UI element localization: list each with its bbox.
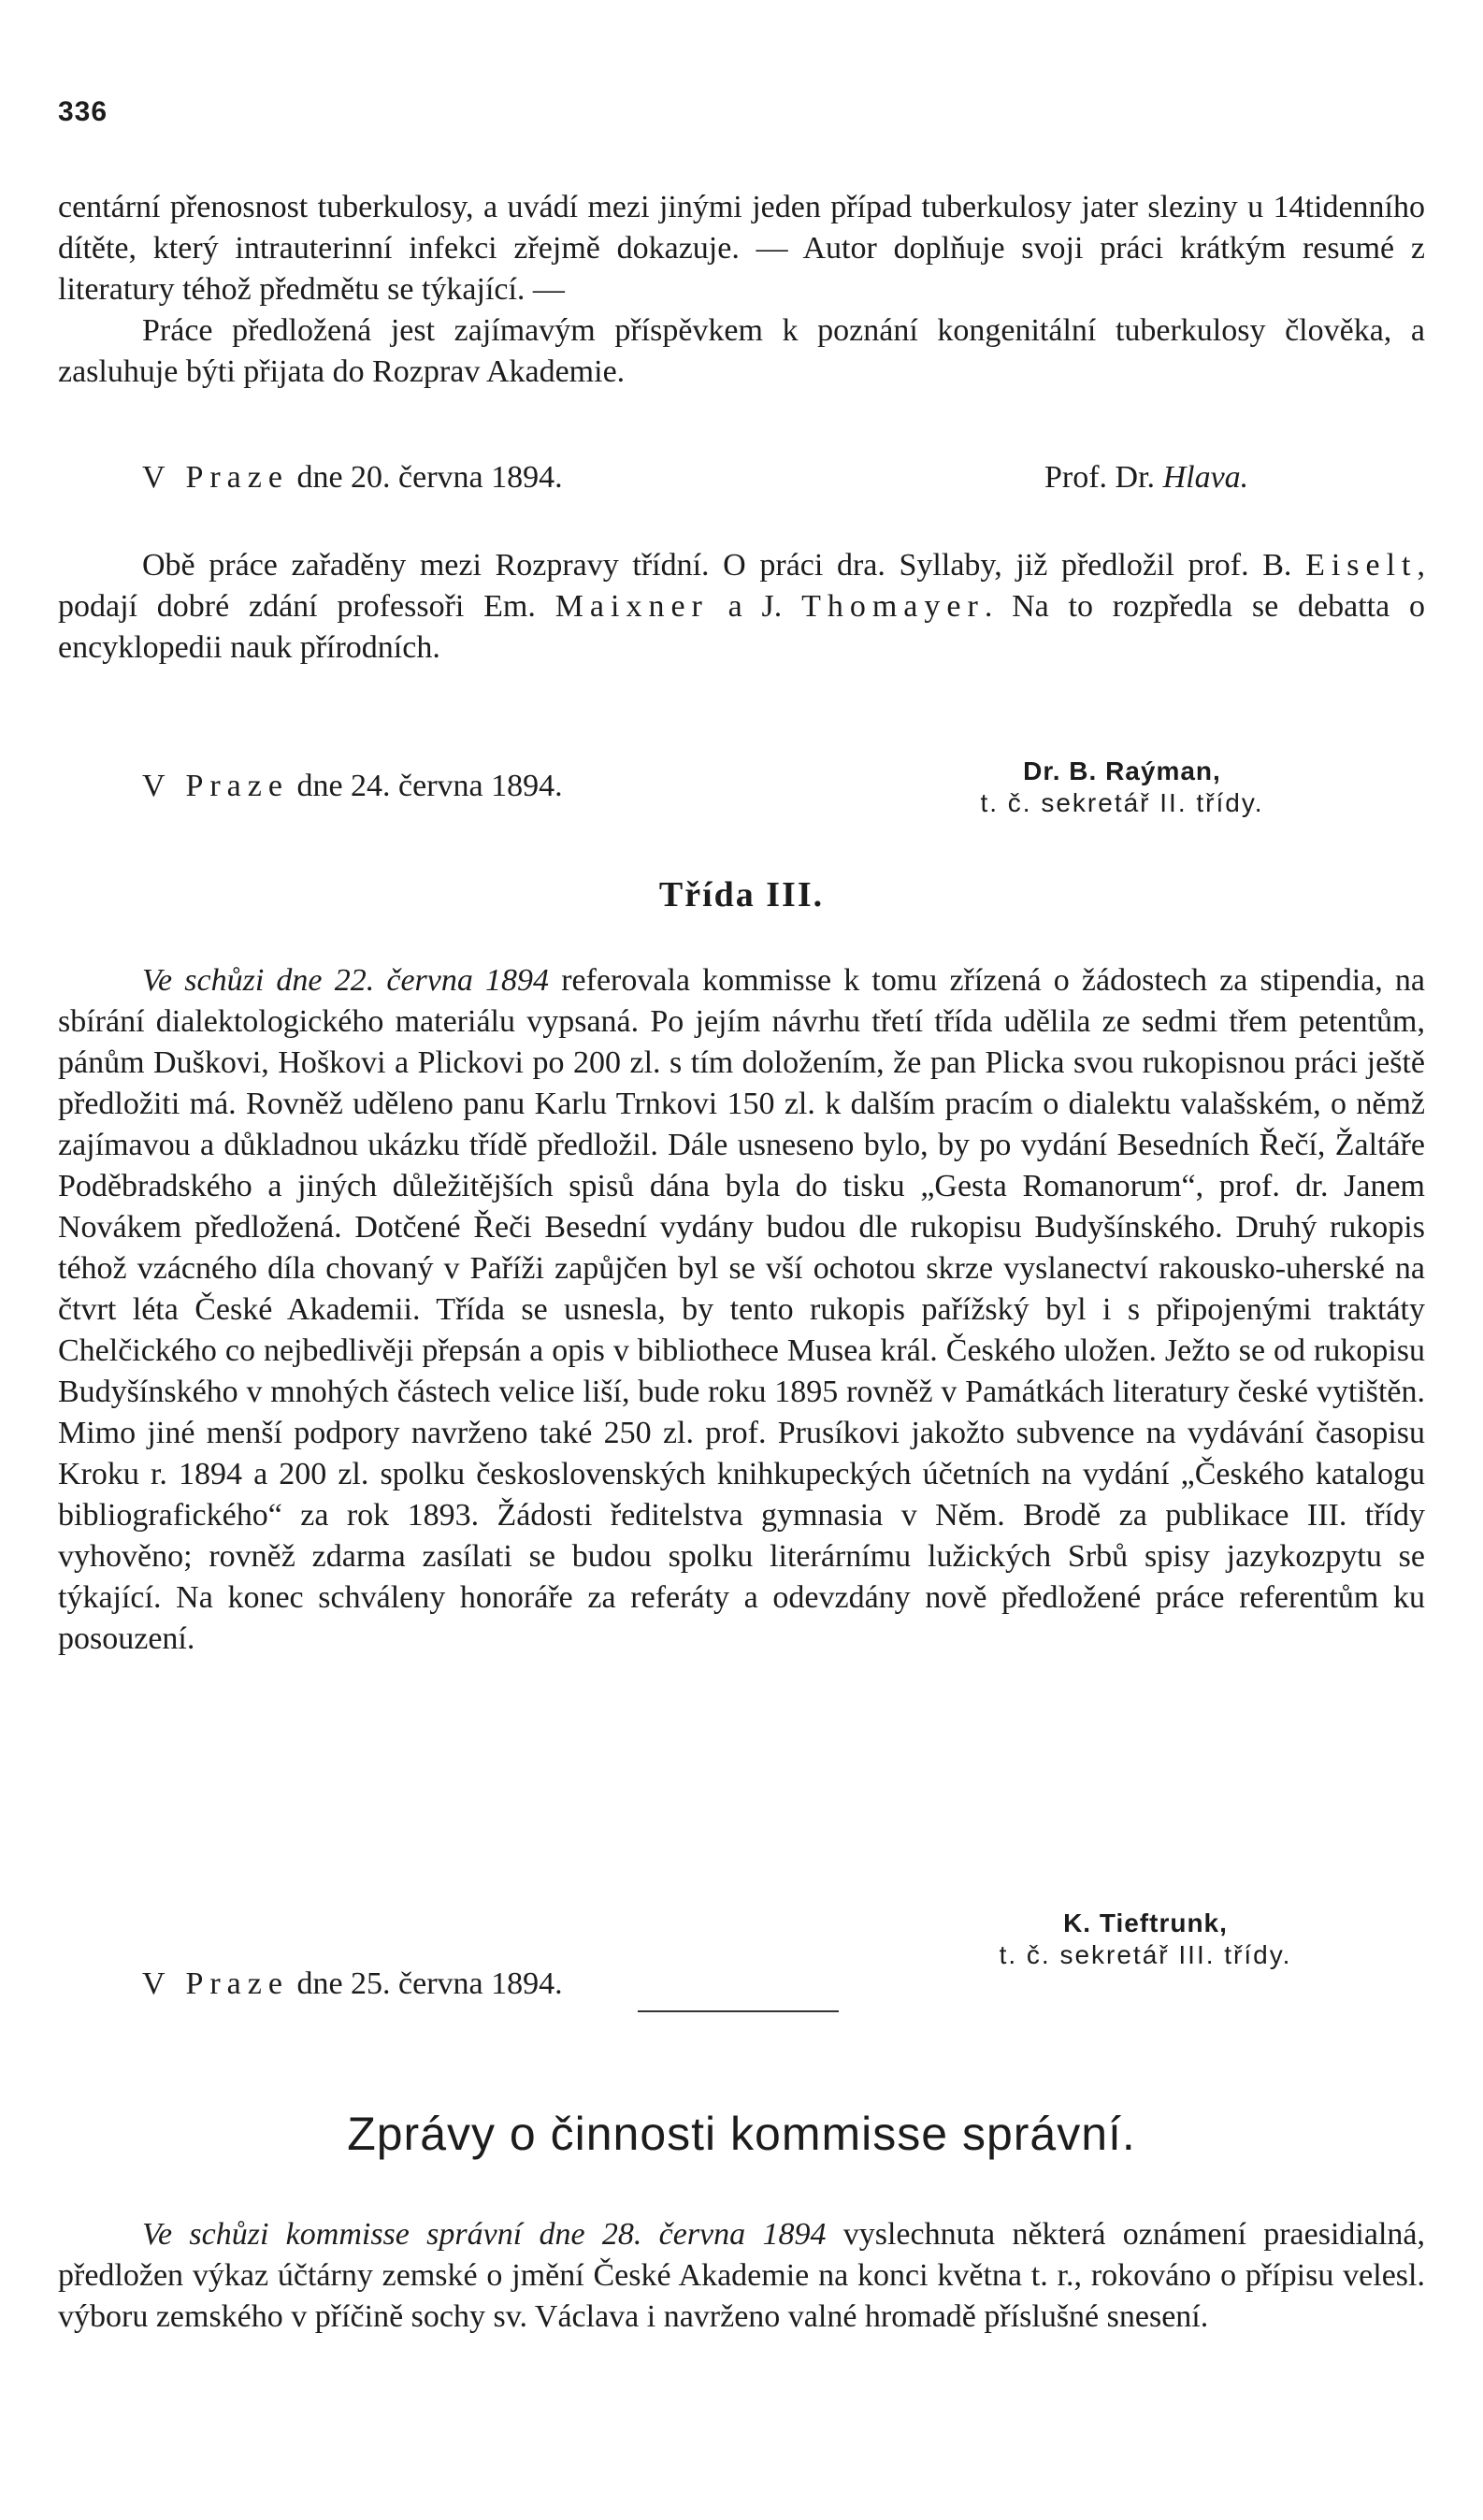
class-two-note <box>58 545 1425 669</box>
section-divider <box>638 2010 839 2012</box>
paragraph-works-assigned: Obě práce zařaděny mezi Rozpravy třídní. O práci dra. Syllaby, již předložil prof. B. Eiselt, podají dobré zdání professoři Em. Maixner a J. Thomayer. Na to rozpředla se debatta o encyklopedii nauk přírodních. <box>58 548 1426 665</box>
commission-report <box>58 2214 1425 2338</box>
dateline-date: V Praze dne 25. června 1894. <box>142 1966 563 2001</box>
signer-hlava: Prof. Dr. Hlava. <box>1044 460 1249 495</box>
dateline-date: V Praze dne 20. června 1894. <box>142 460 563 495</box>
report-continuation <box>58 187 1425 393</box>
signature-rayman: Dr. B. Raýman, t. č. sekretář II. třídy. <box>980 756 1264 817</box>
dateline-date: V Praze dne 24. června 1894. <box>142 769 563 803</box>
class-three-report <box>58 960 1425 1660</box>
dateline-3 <box>58 1966 1425 2013</box>
dateline-1 <box>58 460 1425 507</box>
section-title: Třída III. <box>658 875 825 914</box>
paragraph-commission: Ve schůzi kommisse správní dne 28. června 1894 vyslechnuta některá oznámení praesidialná, předložen výkaz účtárny zemské o jmění České Akademie na konci května t. r., rokováno o přípisu velesl. výboru zemského v příčině sochy sv. Václava i navrženo valné hromadě příslušné snesení. <box>58 2217 1425 2334</box>
signature-tieftrunk: K. Tieftrunk, t. č. sekretář III. třídy. <box>999 1908 1292 1969</box>
paragraph-continuation: centární přenosnost tuberkulosy, a uvádí mezi jinými jeden případ tuberkulosy jater sleziny u 14tidenního dítěte, který intrauterinní infekci zřejmě dokazuje. — Autor doplňuje svoji práci krátkým resumé z literatury téhož předmětu se týkající. — <box>58 190 1425 307</box>
paragraph-conclusion: Práce předložená jest zajímavým příspěvkem k poznání kongenitální tuberkulosy člověka, a zasluhuje býti přijata do Rozprav Akademie. <box>58 313 1425 389</box>
report-title: Zprávy o činnosti kommisse správní. <box>347 2108 1136 2160</box>
paragraph-class-three: Ve schůzi dne 22. června 1894 referovala kommisse k tomu zřízená o žádostech za stipendia, na sbírání dialektologického materiálu vypsaná. Po jejím návrhu třetí třída udělila ze sedmi třem petentům, pánům Duškovi, Hoškovi a Plickovi po 200 zl. s tím doložením, že pan Plicka svou rukopisnou práci ještě předložiti má. Rovněž uděleno panu Karlu Trnkovi 150 zl. k dalším pracím o dialektu valašském, o němž zajímavou a důkladnou ukázku třídě předložil. Dále usneseno bylo, by po vydání Besedních Řečí, Žaltáře Poděbradského a jiných důležitějších spisů dána byla do tisku „Gesta Romanorum“, prof. dr. Janem Novákem předložená. Dotčené Řeči Besední vydány budou dle rukopisu Budyšínského. Druhý rukopis téhož vzácného díla chovaný v Paříži zapůjčen byl se vší ochotou skrze vyslanectví rakousko-uherské na čtvrt léta České Akademii. Třída se usnesla, by tento rukopis pařížský byl i s připojenými traktáty Chelčického co nejbedlivěji přepsán a opis v bibliothece Musea král. Českého uložen. Ježto se od rukopisu Budyšínského v mnohých částech velice liší, bude roku 1895 rovněž v Památkách literatury české vytištěn. Mimo jiné menší podpory navrženo také 250 zl. prof. Prusíkovi jakožto subvence na vydávání časopisu Kroku r. 1894 a 200 zl. spolku československých knihkupeckých účetních na vydání „Českého katalogu bibliografického“ za rok 1893. Žádosti ředitelstva gymnasia v Něm. Brodě za publikace III. třídy vyhověno; rovněž zdarma zasílati se budou spolku literárnímu lužických Srbů spisy jazykozpytu se týkající. Na konec schváleny honoráře za referáty a odevzdány nově předložené práce referentům ku posouzení. <box>58 963 1426 1656</box>
page-number: 336 <box>58 96 108 127</box>
